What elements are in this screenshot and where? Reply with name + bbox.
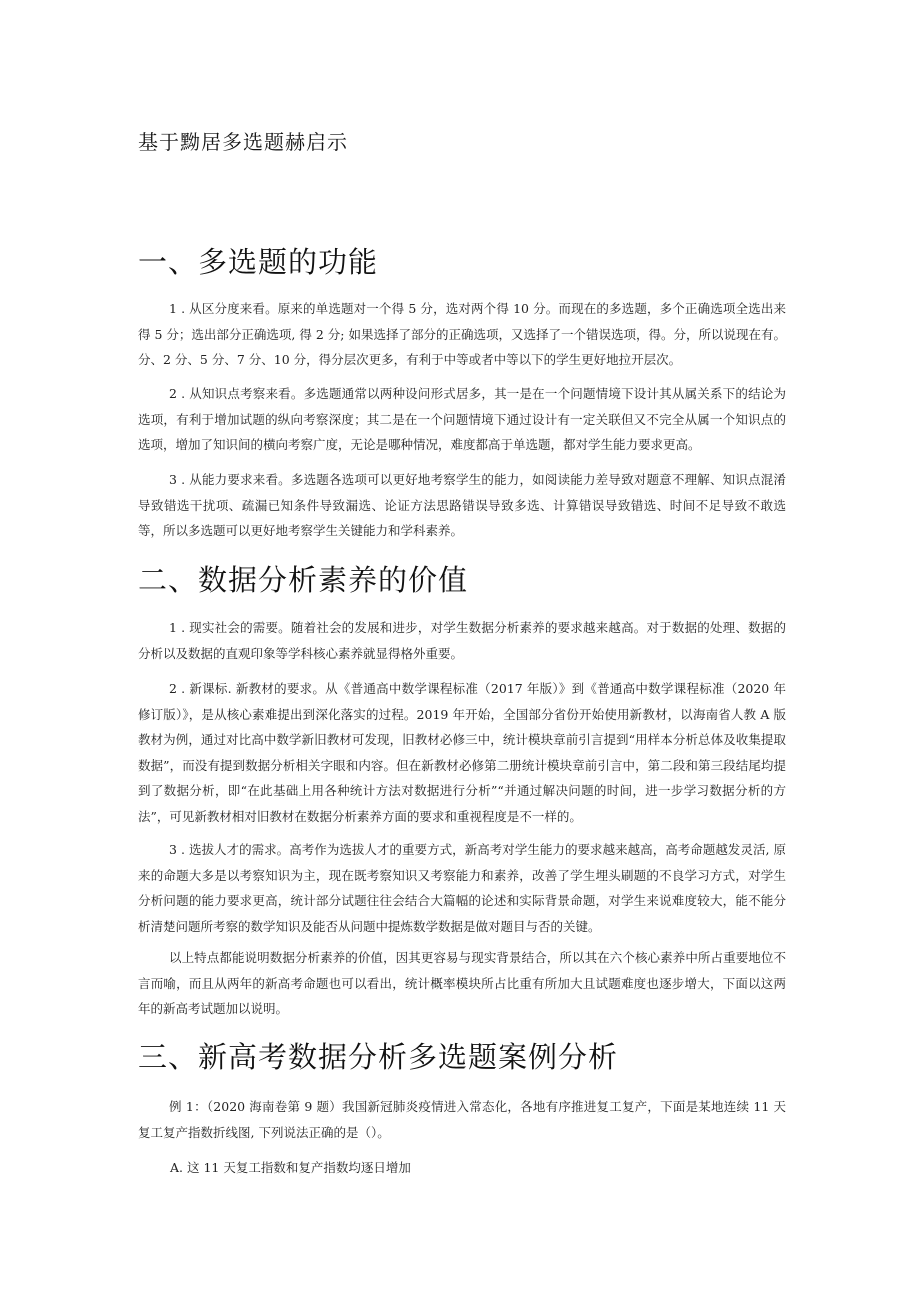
- paragraph: 2 . 从知识点考察来看。多选题通常以两种设问形式居多，其一是在一个问题情境下设计其从属关系下的结论为选项，有利于增加试题的纵向考察深度；其二是在一个问题情境下通过设计有一定关联但又不完全从属一个知识点的选项，增加了知识间的横向考察广度，无论是哪种情况，难度都高于单选题，都对学生能力要求更高。: [138, 386, 786, 452]
- section-heading-2: 二、数据分析素养的价值: [138, 563, 469, 597]
- example-question: 例 1：（2020 海南卷第 9 题）我国新冠肺炎疫情进入常态化，各地有序推进复工复产，下面是某地连续 11 天复工复产指数折线图, 下列说法正确的是（）。: [138, 1099, 786, 1140]
- paragraph: 1 . 现实社会的需要。随着社会的发展和进步，对学生数据分析素养的要求越来越高。对于数据的处理、数据的分析以及数据的直观印象等学科核心素养就显得格外重要。: [138, 620, 786, 661]
- paragraph: 3 . 选拔人才的需求。高考作为选拔人才的重要方式，新高考对学生能力的要求越来越高，高考命题越发灵活, 原来的命题大多是以考察知识为主，现在既考察知识又考察能力和素养，改善了学生埋头刷题的不良学习方式，对学生分析问题的能力要求更高，统计部分试题往往会结合大篇幅的论述和实际背景命题，对学生来说难度较大，能不能分析清楚问题所考察的数学知识及能否从问题中提炼数学数据是做对题目与否的关键。: [138, 842, 786, 934]
- section-heading-3: 三、新高考数据分析多选题案例分析: [138, 1040, 619, 1074]
- paragraph: 3 . 从能力要求来看。多选题各选项可以更好地考察学生的能力，如阅读能力差导致对题意不理解、知识点混淆导致错选干扰项、疏漏已知条件导致漏选、论证方法思路错误导致多选、计算错误导致错选、时间不足导致不敢选等，所以多选题可以更好地考察学生关键能力和学科素养。: [138, 472, 786, 538]
- paragraph: 2 . 新课标. 新教材的要求。从《普通高中数学课程标准（2017 年版）》到《普通高中数学课程标准（2020 年修订版）》，是从核心素难提出到深化落实的过程。2019 年开始，全国部分省份开始使用新教材，以海南省人教 A 版教材为例，通过对比高中数学新旧教材可发现，旧教材必修三中，统计模块章前引言提到“用样本分析总体及收集提取数据”，而没有提到数据分析相关字眼和内容。但在新教材必修第二册统计模块章前引言中，第二段和第三段结尾均提到了数据分析，即“在此基础上用各种统计方法对数据进行分析”“并通过解决问题的时间，进一步学习数据分析的方法”，可见新教材相对旧教材在数据分析素养方面的要求和重视程度是不一样的。: [138, 681, 786, 824]
- document-title: 基于黝居多选题赫启示: [138, 130, 348, 154]
- paragraph: 1 . 从区分度来看。原来的单选题对一个得 5 分，选对两个得 10 分。而现在的多选题，多个正确选项全选出来得 5 分；选出部分正确选项, 得 2 分; 如果选择了部分的正确选项，又选择了一个错误选项，得。分，所以说现在有。分、2 分、5 分、7 分、10 分，得分层次更多，有利于中等或者中等以下的学生更好地拉开层次。: [138, 301, 786, 367]
- section-heading-1: 一、多选题的功能: [138, 245, 379, 279]
- paragraph: 以上特点都能说明数据分析素养的价值，因其更容易与现实背景结合，所以其在六个核心素养中所占重要地位不言而喻，而且从两年的新高考命题也可以看出，统计概率模块所占比重有所加大且试题难度也逐步增大，下面以这两年的新高考试题加以说明。: [138, 950, 786, 1016]
- answer-option-a: A. 这 11 天复工指数和复产指数均逐日增加: [170, 1160, 411, 1175]
